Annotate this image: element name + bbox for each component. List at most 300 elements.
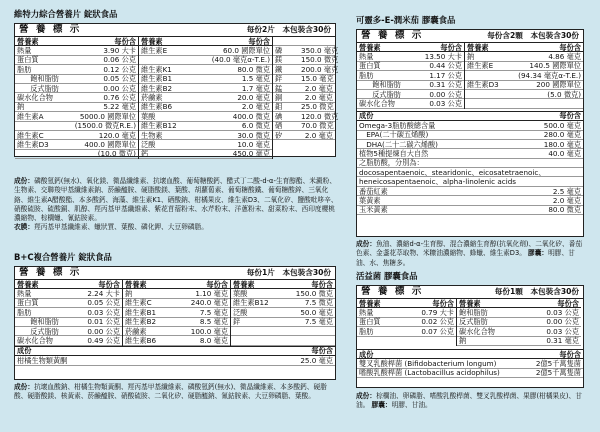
omega-columns xyxy=(357,43,583,109)
multi-columns xyxy=(15,36,339,159)
nutrient-name: 維生素B2 xyxy=(141,83,173,93)
nutrient-value: 5000.0 國際單位 xyxy=(79,111,136,121)
table-row xyxy=(357,81,464,90)
table-row xyxy=(15,289,122,298)
nutrient-name: 反式脂肪 xyxy=(23,83,59,93)
nutrient-name: 脂肪 xyxy=(17,64,32,74)
composition-name: 柑橘生物類黃酮 xyxy=(17,355,68,365)
table-row xyxy=(15,131,138,140)
table-row xyxy=(273,46,339,56)
table-row xyxy=(273,122,335,131)
nutrient-name: 鈉 xyxy=(467,52,475,62)
omega-nutrition-table xyxy=(356,29,584,237)
multi-column-2 xyxy=(139,37,273,159)
nutrient-value: 0.12 公克 xyxy=(103,64,136,74)
table-row xyxy=(357,99,464,108)
nutrient-value: 60.0 國際單位 xyxy=(222,46,270,56)
nutrient-name: 飽和脂肪 xyxy=(23,317,59,327)
nutrient-name: 菸鹼素 xyxy=(125,326,147,336)
nutrient-value: 0.00 公克 xyxy=(103,83,136,93)
nutrient-name: 菸鹼素 xyxy=(141,93,163,103)
omega-serving: 每份含2顆 本包裝含30份 xyxy=(487,31,579,41)
probio-column-1 xyxy=(357,299,457,346)
table-row xyxy=(139,56,272,65)
nutrient-value: 6.0 微克 xyxy=(241,121,270,131)
composition-name: 之脂肪酸，分別為： xyxy=(359,158,424,168)
multi-ingredients-text: 磷酸氫鈣(無水)、氧化鎂、微晶纖維素、抗壞血酸、葡萄糖酸鈣、醋式丁二酸-d-α-生育醇酯、米澱粉、生物素、交聯羧甲基纖維素鈉、菸鹼醯胺、硬脂酸鎂、葉酸、胡蘿蔔素、葡萄糖酸鐵、葡萄糖酸鋅、三氧化鉻、維生素A醋酸酯、本多酸鈣、海藻、維生素K1、硒酸鈉、柑橘果皮、維生素D3、二氧化矽、鹽酸吡哆辛、硝酸硫胺、硫酸銅、肌醇、羥丙基甲基纖維素、紫花苜蓿粉末、水芹粉末、洋蔥粉末、甜菜粉末、西印度櫻桃濃縮物、棕櫚蠟、氰鈷胺素。 xyxy=(14,177,338,222)
nutrient-name: 維生素B6 xyxy=(125,336,157,346)
multi-ingredients xyxy=(14,177,340,233)
nutrient-name: 脂肪 xyxy=(359,326,374,336)
nutrient-value: 240.0 毫克 xyxy=(190,298,228,308)
nutrient-value: 13.50 大卡 xyxy=(424,52,462,62)
probio-ingredients-label: 成份： xyxy=(356,392,377,400)
table-row xyxy=(15,308,122,317)
table-row xyxy=(123,336,230,345)
bc-composition xyxy=(15,346,335,366)
table-row xyxy=(15,37,138,46)
nutrient-name: 葉酸 xyxy=(141,111,156,121)
table-row xyxy=(15,56,138,65)
nutrient-value: 20.0 毫克 xyxy=(237,93,270,103)
table-row xyxy=(15,122,138,131)
table-row xyxy=(273,64,339,74)
table-row xyxy=(465,62,583,71)
nutrient-name: 碳水化合物 xyxy=(359,99,395,109)
multi-coat-text: 羥丙基甲基纖維素、蠟狀質、葉酸、磷化鉀、大豆卵磷脂。 xyxy=(34,223,208,232)
nutrient-value: 70.0 微克 xyxy=(301,121,334,131)
table-row xyxy=(457,308,581,317)
nutrient-value: 120.0 毫克 xyxy=(98,130,136,140)
nutrient-value: 0.00 公克 xyxy=(429,89,462,99)
composition-name: docosapentaenoic、stearidonic、eicosatetraenoic、 xyxy=(359,167,546,177)
nutrient-value: 0.05 公克 xyxy=(103,74,136,84)
nutrient-name: 維生素B12 xyxy=(233,298,269,308)
nutrient-value: 80.0 微克 xyxy=(237,64,270,74)
omega-table-header xyxy=(357,30,583,43)
bc-column-3 xyxy=(231,280,335,346)
table-row xyxy=(15,299,122,308)
table-row xyxy=(15,150,138,159)
nutrient-value: 0.05 公克 xyxy=(87,298,120,308)
nutrient-value: 0.02 公克 xyxy=(421,317,454,327)
composition-row xyxy=(15,356,335,365)
composition-header xyxy=(357,112,583,121)
nutrient-value: 2.0 毫克 xyxy=(304,83,333,93)
omega-ingredients-text: 魚油、濃縮d-α-生育醇、混合濃縮生育醇(抗氧化劑)、二氧化矽、番茄色素、金盞花萃取物、米糠油濃縮物、蜂蠟、維生素D3。 xyxy=(356,240,583,258)
table-row xyxy=(465,99,583,108)
table-row xyxy=(273,84,335,93)
nutrient-name: 鈉 xyxy=(17,102,25,112)
table-row xyxy=(15,46,138,55)
table-row xyxy=(231,280,335,289)
bc-ingredients xyxy=(14,383,340,402)
table-row xyxy=(465,52,583,61)
composition-value: 2.5 毫克 xyxy=(552,186,581,196)
composition-name: heneicosapentaenoic、alpha-linolenic acids xyxy=(359,177,517,187)
table-row xyxy=(139,150,272,159)
composition-row xyxy=(357,359,583,368)
nutrient-name: 維生素B2 xyxy=(125,317,157,327)
composition-row xyxy=(357,206,583,215)
multi-title: 維特力綜合營養片 錠狀食品 xyxy=(14,9,118,19)
probio-serving: 每份1顆 本包裝含30份 xyxy=(494,287,579,297)
multi-ingredients-label: 成份： xyxy=(14,177,35,185)
nutrient-name: 磷 xyxy=(275,46,283,56)
table-row xyxy=(15,75,138,84)
multi-coat-label: 衣膜： xyxy=(14,223,35,232)
composition-head: 每份含 xyxy=(559,111,581,121)
nutrient-value: 0.01 公克 xyxy=(87,317,120,327)
bc-column-1 xyxy=(15,280,123,346)
multi-nutrition-table xyxy=(14,23,339,159)
composition-name: 玉米黃素 xyxy=(359,205,388,215)
table-row xyxy=(273,75,335,84)
nutrient-value: 30.0 微克 xyxy=(237,130,270,140)
nutrient-name: 碳水化合物 xyxy=(17,93,53,103)
nutrient-value: 0.00 公克 xyxy=(546,317,579,327)
probio-column-2 xyxy=(457,299,581,346)
composition-value: 2億5千萬隻菌 xyxy=(535,368,581,378)
nutrient-value: 每份含 xyxy=(440,42,462,52)
bc-ingredients-text: 抗壞血酸鈉、柑橘生物類黃酮、羥丙基甲基纖維素、磷酸氫鈣(無水)、微晶纖維素、本多酸鈣、硬脂酸、硬脂酸鎂、核黃素、菸鹼醯胺、硝酸硫胺、二氧化矽、硬脂醯鈉、氰鈷胺素、大豆卵磷脂、葉酸。 xyxy=(14,383,327,401)
table-row xyxy=(139,93,272,102)
table-row xyxy=(139,140,272,149)
nutrient-name: 維生素B6 xyxy=(141,102,173,112)
omega-capsule-label: 膠囊： xyxy=(528,249,549,258)
composition-head: 每份含 xyxy=(559,349,581,359)
nutrient-name: 鋅 xyxy=(275,74,283,84)
nutrient-value: (94.34 毫克α-T.E.) xyxy=(518,70,581,80)
nutrient-name: 鎂 xyxy=(275,55,283,65)
table-row xyxy=(139,112,272,121)
table-row xyxy=(15,103,138,112)
bc-serving: 每份1片 本包裝含30份 xyxy=(246,268,331,278)
composition-row xyxy=(357,121,583,130)
composition-row xyxy=(357,369,583,378)
nutrient-name: 熱量 xyxy=(359,308,374,318)
table-row xyxy=(123,327,230,336)
composition-value: 2億5千萬隻菌 xyxy=(535,359,581,369)
composition-header xyxy=(357,350,583,359)
nutrient-value: 120.0 微克 xyxy=(301,111,339,121)
nutrient-value: 每份含 xyxy=(432,298,454,308)
nutrient-value: 0.07 公克 xyxy=(421,326,454,336)
omega-ingredients-label: 成份： xyxy=(356,240,377,248)
nutrient-name: 蛋白質 xyxy=(359,317,381,327)
table-row xyxy=(231,289,335,298)
probio-table-heading: 營 養 標 示 xyxy=(361,286,424,298)
nutrient-name: 銅 xyxy=(275,93,283,103)
multi-table-header xyxy=(15,24,335,37)
nutrient-name: 鉬 xyxy=(275,102,283,112)
nutrient-value: 每份含 xyxy=(559,42,581,52)
omega-column-2 xyxy=(465,43,583,109)
nutrient-value: 7.5 毫克 xyxy=(199,307,228,317)
table-row xyxy=(357,318,456,327)
table-row xyxy=(15,280,122,289)
nutrient-name: 維生素C xyxy=(17,130,44,140)
nutrient-name: 營養素 xyxy=(459,298,481,308)
bc-title: B+C複合營養片 錠狀食品 xyxy=(14,252,112,262)
composition-row xyxy=(357,168,583,177)
table-row xyxy=(123,308,230,317)
nutrient-value: 50.0 毫克 xyxy=(300,307,333,317)
table-row xyxy=(357,43,464,52)
nutrient-value: 350.0 毫克 xyxy=(301,46,339,56)
nutrient-name: 鈉 xyxy=(459,336,467,346)
nutrient-name: 蛋白質 xyxy=(17,55,39,65)
composition-name: EPA(二十碳五烯酸) xyxy=(359,130,429,140)
table-row xyxy=(123,299,230,308)
table-row xyxy=(273,37,335,46)
bc-column-2 xyxy=(123,280,231,346)
nutrient-value: 0.03 公克 xyxy=(546,326,579,336)
nutrient-value: 2.24 大卡 xyxy=(87,289,120,299)
nutrient-value: 1.7 毫克 xyxy=(241,83,270,93)
probio-nutrition-table xyxy=(356,285,584,388)
nutrient-value: 每份含 xyxy=(206,279,228,289)
nutrient-name: 葉酸 xyxy=(233,289,248,299)
composition-name: Omega-3脂肪酸總含量 xyxy=(359,120,436,130)
nutrient-value: 140.5 國際單位 xyxy=(529,61,581,71)
nutrient-name: 維生素K1 xyxy=(141,64,172,74)
bc-columns xyxy=(15,280,335,346)
nutrient-value: 150.0 微克 xyxy=(301,55,339,65)
table-row xyxy=(123,318,230,327)
nutrient-name: 飽和脂肪 xyxy=(365,80,401,90)
nutrient-value: 150.0 微克 xyxy=(295,289,333,299)
table-row xyxy=(139,37,272,46)
nutrient-name: 熱量 xyxy=(359,52,374,62)
probio-columns xyxy=(357,299,583,346)
multi-column-1 xyxy=(15,37,139,159)
probio-title: 活益菌 膠囊食品 xyxy=(356,271,418,281)
omega-column-1 xyxy=(357,43,465,109)
composition-row xyxy=(357,187,583,196)
table-row xyxy=(139,75,272,84)
table-row xyxy=(457,318,581,327)
table-row xyxy=(457,327,581,336)
nutrient-name: 鋅 xyxy=(233,317,241,327)
composition-value: 80.0 微克 xyxy=(548,205,581,215)
composition-name: 雙叉乳酸桿菌 (Bifidobacterium longum) xyxy=(359,359,497,369)
table-row xyxy=(231,327,335,336)
nutrient-value: 每份含 xyxy=(557,298,579,308)
nutrient-value: 0.31 毫克 xyxy=(546,336,579,346)
table-row xyxy=(139,46,272,55)
table-row xyxy=(465,90,583,99)
probio-table-header xyxy=(357,286,583,299)
bc-ingredients-label: 成份： xyxy=(14,383,35,391)
nutrient-name: 錳 xyxy=(275,83,283,93)
composition-row xyxy=(357,177,583,186)
table-row xyxy=(123,280,230,289)
table-row xyxy=(357,62,464,71)
nutrient-value: 2.0 毫克 xyxy=(241,102,270,112)
bc-table-header xyxy=(15,267,335,280)
nutrient-value: 200 國際單位 xyxy=(536,80,581,90)
nutrient-value: 每份含 xyxy=(114,36,136,46)
nutrient-value: 1.17 公克 xyxy=(429,70,462,80)
nutrient-name: 營養素 xyxy=(17,36,39,46)
nutrient-value: 0.03 公克 xyxy=(546,308,579,318)
nutrient-name: 泛酸 xyxy=(233,307,248,317)
nutrient-name: 維生素C xyxy=(125,298,152,308)
nutrient-value: 8.0 毫克 xyxy=(199,336,228,346)
nutrient-name: 碘 xyxy=(275,111,283,121)
table-row xyxy=(465,71,583,80)
nutrient-name: 碳水化合物 xyxy=(459,326,495,336)
table-row xyxy=(273,131,335,140)
composition-value: 40.0 毫克 xyxy=(548,149,581,158)
table-row xyxy=(15,327,122,336)
nutrient-value: 0.31 公克 xyxy=(429,80,462,90)
nutrient-value: 15.0 毫克 xyxy=(301,74,334,84)
table-row xyxy=(139,84,272,93)
table-row xyxy=(357,90,464,99)
composition-head: 每份含 xyxy=(311,346,333,356)
nutrient-value: 每份含 xyxy=(98,279,120,289)
table-row xyxy=(231,299,335,308)
omega-composition xyxy=(357,111,583,215)
composition-value: 280.0 毫克 xyxy=(543,130,581,140)
nutrient-name: 反式脂肪 xyxy=(23,326,59,336)
nutrient-name: 營養素 xyxy=(141,36,163,46)
composition-value: 180.0 毫克 xyxy=(543,139,581,149)
composition-header xyxy=(15,347,335,356)
nutrient-value: 0.03 公克 xyxy=(87,307,120,317)
nutrient-value: 0.49 公克 xyxy=(87,336,120,346)
table-row xyxy=(15,112,138,121)
table-row xyxy=(139,122,272,131)
table-row xyxy=(357,327,456,336)
composition-row xyxy=(357,196,583,205)
probio-composition xyxy=(357,349,583,378)
table-row xyxy=(357,299,456,308)
nutrient-name: 反式脂肪 xyxy=(365,89,401,99)
table-row xyxy=(15,336,122,345)
nutrient-name: 鐵 xyxy=(275,64,283,74)
nutrient-name: 碳水化合物 xyxy=(17,336,53,346)
table-row xyxy=(139,103,272,112)
nutrient-name: 飽和脂肪 xyxy=(23,74,59,84)
nutrient-name: 飽和脂肪 xyxy=(459,308,488,318)
table-row xyxy=(465,81,583,90)
nutrient-value: 2.0 毫克 xyxy=(304,93,333,103)
nutrient-name: 泛酸 xyxy=(141,140,156,149)
omega-capsule-text: 明膠、甘油、水、焦糖多。 xyxy=(356,249,575,267)
nutrient-value: 0.03 公克 xyxy=(429,99,462,109)
table-row xyxy=(123,289,230,298)
table-row xyxy=(15,140,138,149)
multi-table-heading: 營 養 標 示 xyxy=(19,24,82,36)
nutrient-value: 450.0 毫克 xyxy=(232,149,270,159)
composition-name: DHA(二十二碳六烯酸) xyxy=(359,139,438,149)
nutrient-value: 7.5 毫克 xyxy=(304,317,333,327)
table-row xyxy=(15,318,122,327)
nutrient-value: 每份含 xyxy=(248,36,270,46)
probio-ingredients xyxy=(356,392,586,411)
composition-row xyxy=(357,131,583,140)
nutrient-value: 25.0 微克 xyxy=(301,102,334,112)
probio-capsule-label: 膠囊： xyxy=(371,401,392,410)
nutrient-value: 0.79 大卡 xyxy=(421,308,454,318)
nutrient-name: 硒 xyxy=(275,121,283,131)
nutrient-name: 脂肪 xyxy=(17,307,32,317)
nutrient-value: 7.5 微克 xyxy=(304,298,333,308)
nutrient-value: 3.90 大卡 xyxy=(103,46,136,56)
table-row xyxy=(273,103,335,112)
nutrient-value: 10.0 毫克 xyxy=(237,140,270,149)
omega-table-heading: 營 養 標 示 xyxy=(361,30,424,42)
nutrient-name: 營養素 xyxy=(233,279,255,289)
multi-serving: 每份2片 本包裝含30份 xyxy=(246,25,331,35)
nutrient-name: 營養素 xyxy=(125,279,147,289)
nutrient-value: 1.5 毫克 xyxy=(241,74,270,84)
nutrient-name: 維生素D3 xyxy=(467,80,499,90)
composition-label: 成份 xyxy=(17,346,32,356)
omega-ingredients xyxy=(356,240,586,268)
composition-label: 成份 xyxy=(359,111,374,121)
nutrient-name: 維生素D3 xyxy=(17,140,49,149)
nutrient-name: 維生素B12 xyxy=(141,121,177,131)
composition-row xyxy=(357,140,583,149)
nutrient-value: 2.0 毫克 xyxy=(304,130,333,140)
nutrient-value: 8.5 毫克 xyxy=(199,317,228,327)
probio-ingredients-text: 棕櫚油、卵磷脂、嗜酸乳酸桿菌、雙叉乳酸桿菌、果膠(柑橘果皮)、甘油。 xyxy=(356,392,582,410)
nutrient-value: 1.10 毫克 xyxy=(195,289,228,299)
nutrient-name: 熱量 xyxy=(17,46,32,56)
composition-name: 葉黃素 xyxy=(359,195,381,205)
table-row xyxy=(273,111,339,121)
nutrient-value: 400.0 國際單位 xyxy=(84,140,136,149)
bc-table-heading: 營 養 標 示 xyxy=(19,267,82,279)
table-row xyxy=(273,93,335,102)
table-row xyxy=(15,93,138,102)
composition-name: 植物5種提煉自大自然 xyxy=(359,149,429,158)
nutrient-name: 維生素E xyxy=(467,61,494,71)
nutrient-name: 鈣 xyxy=(141,149,149,159)
table-row xyxy=(357,52,464,61)
nutrient-name: 營養素 xyxy=(17,279,39,289)
table-row xyxy=(465,43,583,52)
probio-capsule-text: 明膠、甘油。 xyxy=(391,401,432,410)
table-row xyxy=(15,84,138,93)
table-row xyxy=(15,65,138,74)
nutrient-value: (1500.0 微克R.E.) xyxy=(74,121,136,131)
nutrient-name: 蛋白質 xyxy=(17,298,39,308)
nutrient-name: 維生素E xyxy=(141,46,168,56)
nutrient-name: 反式脂肪 xyxy=(459,317,488,327)
composition-name: 嗜酸乳酸桿菌 (Lactobacillus acidophilus) xyxy=(359,368,500,378)
nutrient-value: 0.44 公克 xyxy=(429,61,462,71)
nutrient-value: (5.0 微克) xyxy=(547,89,581,99)
nutrient-value: 每份含 xyxy=(311,279,333,289)
table-row xyxy=(457,337,581,346)
nutrient-name: 矽 xyxy=(275,130,283,140)
nutrient-value: 0.76 公克 xyxy=(103,93,136,103)
omega-title: 可靈多-E-潤米茄 膠囊食品 xyxy=(356,15,456,25)
table-row xyxy=(231,308,335,317)
nutrient-value: 100.0 毫克 xyxy=(190,326,228,336)
table-row xyxy=(273,55,339,65)
table-row xyxy=(357,308,456,317)
nutrient-value: 0.06 公克 xyxy=(103,55,136,65)
table-row xyxy=(231,318,335,327)
table-row xyxy=(457,299,581,308)
table-row xyxy=(139,131,272,140)
